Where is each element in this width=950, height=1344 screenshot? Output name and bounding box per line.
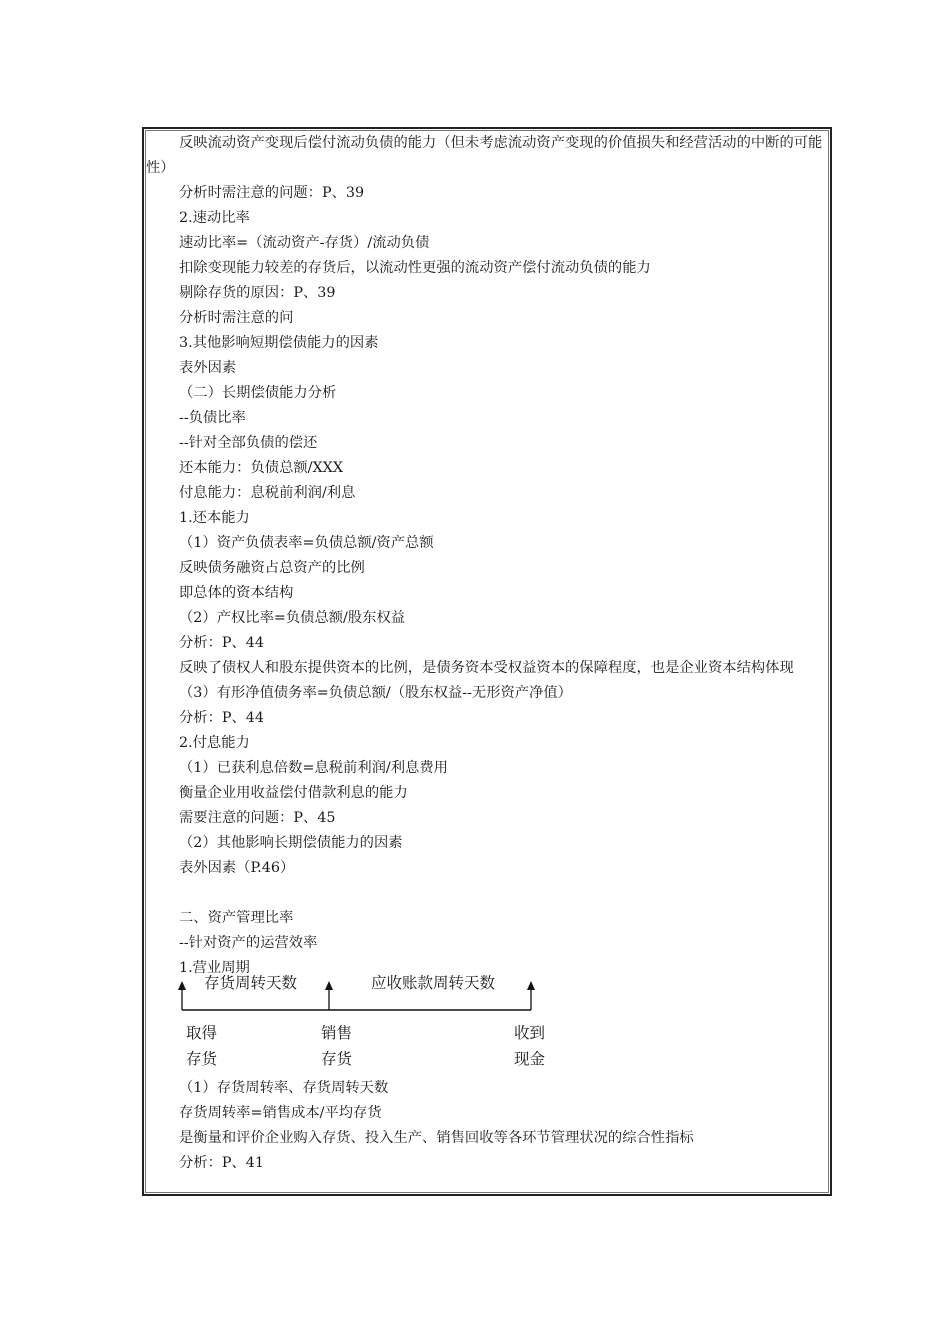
paragraph: 反映债务融资占总资产的比例 (179, 560, 365, 576)
paragraph: 反映流动资产变现后偿付流动负债的能力（但未考虑流动资产变现的价值损失和经营活动的中断的可能性） (146, 135, 823, 176)
formula: 付息能力：息税前利润/利息 (179, 485, 356, 501)
heading: （2）其他影响长期偿债能力的因素 (179, 835, 403, 851)
paragraph: 分析时需注意的问题：P、39 (179, 185, 365, 201)
formula: （1）已获利息倍数=息税前利润/利息费用 (179, 760, 448, 776)
heading: 2.速动比率 (179, 210, 250, 226)
point-label-acquire: 取得 (186, 1024, 218, 1042)
arrow-head-3 (527, 981, 535, 990)
segment-label-receivable-days: 应收账款周转天数 (371, 974, 496, 992)
formula: 还本能力：负债总额/XXX (179, 460, 344, 476)
content-frame (142, 127, 832, 1196)
point-label-cash: 现金 (514, 1050, 546, 1068)
paragraph: --针对资产的运营效率 (179, 935, 318, 951)
point-label-receive: 收到 (514, 1024, 546, 1042)
paragraph: 即总体的资本结构 (179, 585, 294, 601)
document-body (146, 131, 830, 1176)
paragraph: --负债比率 (179, 410, 246, 426)
arrow-head-1 (178, 981, 186, 990)
paragraph: 需要注意的问题：P、45 (179, 810, 336, 826)
formula: 存货周转率=销售成本/平均存货 (179, 1105, 382, 1121)
heading: 3.其他影响短期偿债能力的因素 (179, 335, 379, 351)
heading: 1.还本能力 (179, 510, 250, 526)
paragraph: 剔除存货的原因：P、39 (179, 285, 336, 301)
paragraph: --针对全部负债的偿还 (179, 435, 318, 451)
paragraph: 表外因素 (179, 360, 237, 376)
operating-cycle-diagram (146, 976, 830, 1076)
formula: （3）有形净值债务率=负债总额/（股东权益--无形资产净值） (179, 685, 572, 701)
point-label-inventory-2: 存货 (321, 1050, 353, 1068)
heading: （1）存货周转率、存货周转天数 (179, 1080, 389, 1096)
point-label-inventory-1: 存货 (186, 1050, 218, 1068)
paragraph: 分析：P、41 (179, 1155, 264, 1171)
section-heading: （二）长期偿债能力分析 (179, 385, 337, 401)
paragraph: 表外因素（P.46） (179, 860, 295, 876)
formula: 速动比率=（流动资产-存货）/流动负债 (179, 235, 430, 251)
heading: 2.付息能力 (179, 735, 250, 751)
formula: （2）产权比率=负债总额/股东权益 (179, 610, 406, 626)
section-heading: 二、资产管理比率 (179, 910, 294, 926)
paragraph: 是衡量和评价企业购入存货、投入生产、销售回收等各环节管理状况的综合性指标 (179, 1130, 694, 1146)
paragraph: 衡量企业用收益偿付借款利息的能力 (179, 785, 408, 801)
segment-label-inventory-days: 存货周转天数 (204, 974, 298, 992)
spacer (146, 881, 830, 906)
paragraph: 扣除变现能力较差的存货后，以流动性更强的流动资产偿付流动负债的能力 (179, 260, 651, 276)
point-label-sell: 销售 (321, 1024, 353, 1042)
paragraph: 分析时需注意的问 (179, 310, 294, 326)
paragraph: 反映了债权人和股东提供资本的比例，是债务资本受权益资本的保障程度，也是企业资本结构体现 (179, 660, 794, 676)
heading: 1.营业周期 (179, 960, 250, 976)
paragraph: 分析：P、44 (179, 635, 264, 651)
paragraph: 分析：P、44 (179, 710, 264, 726)
formula: （1）资产负债表率=负债总额/资产总额 (179, 535, 434, 551)
arrow-head-2 (325, 981, 333, 990)
